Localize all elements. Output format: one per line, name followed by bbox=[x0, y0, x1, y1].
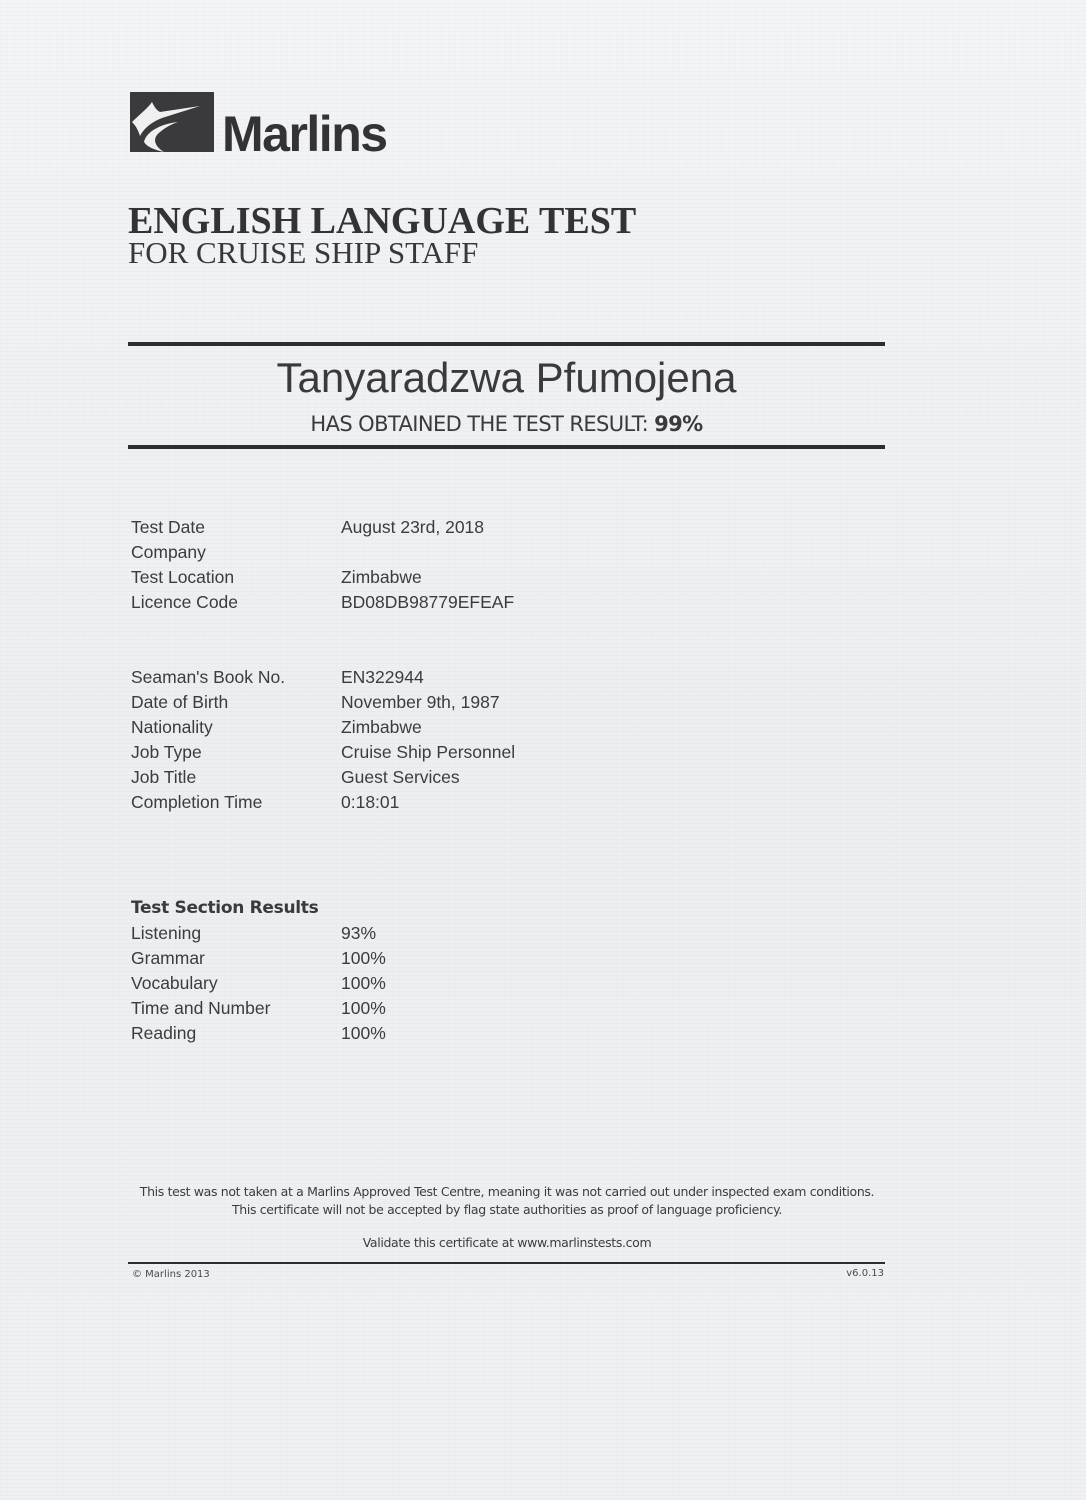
section-score: 100% bbox=[341, 948, 386, 968]
detail-value: November 9th, 1987 bbox=[341, 692, 500, 712]
detail-value: Cruise Ship Personnel bbox=[341, 742, 516, 762]
detail-label: Test Location bbox=[131, 567, 235, 587]
copyright: © Marlins 2013 bbox=[132, 1269, 210, 1280]
divider-top bbox=[128, 342, 885, 346]
section-results-heading: Test Section Results bbox=[131, 898, 319, 918]
section-label: Grammar bbox=[131, 948, 205, 968]
document-subtitle: FOR CRUISE SHIP STAFF bbox=[128, 235, 479, 270]
detail-label: Job Title bbox=[131, 767, 197, 787]
section-label: Time and Number bbox=[131, 998, 271, 1018]
version: v6.0.13 bbox=[846, 1268, 884, 1279]
section-label: Listening bbox=[131, 923, 202, 943]
validate-link: Validate this certificate at www.marlinstests.com bbox=[362, 1235, 652, 1250]
detail-label: Licence Code bbox=[131, 592, 239, 612]
detail-value: 0:18:01 bbox=[341, 792, 400, 812]
detail-value: Guest Services bbox=[341, 767, 460, 787]
result-label: HAS OBTAINED THE TEST RESULT: bbox=[310, 412, 649, 436]
detail-value: August 23rd, 2018 bbox=[341, 517, 485, 537]
section-score: 93% bbox=[341, 923, 377, 943]
detail-label: Nationality bbox=[131, 717, 213, 737]
detail-value: EN322944 bbox=[341, 667, 424, 687]
detail-value: Zimbabwe bbox=[341, 567, 422, 587]
section-score: 100% bbox=[341, 973, 386, 993]
document-title: ENGLISH LANGUAGE TEST bbox=[128, 200, 637, 242]
result-value: 99% bbox=[654, 412, 703, 436]
candidate-name: Tanyaradzwa Pfumojena bbox=[276, 354, 737, 401]
logo-wordmark: Marlins bbox=[222, 106, 387, 162]
divider-bottom bbox=[128, 445, 885, 449]
footer-divider bbox=[128, 1262, 885, 1264]
detail-label: Completion Time bbox=[131, 792, 263, 812]
section-label: Vocabulary bbox=[131, 973, 218, 993]
section-label: Reading bbox=[131, 1023, 197, 1043]
disclaimer-line-1: This test was not taken at a Marlins Approved Test Centre, meaning it was not carried out under inspected exam conditions. bbox=[139, 1184, 875, 1199]
detail-label: Test Date bbox=[131, 517, 205, 537]
detail-label: Seaman's Book No. bbox=[131, 667, 286, 687]
section-score: 100% bbox=[341, 998, 386, 1018]
marlin-fish-icon bbox=[130, 92, 214, 152]
overall-result bbox=[128, 410, 885, 438]
detail-value: Zimbabwe bbox=[341, 717, 422, 737]
detail-value: BD08DB98779EFEAF bbox=[341, 592, 515, 612]
section-score: 100% bbox=[341, 1023, 386, 1043]
detail-label: Job Type bbox=[131, 742, 202, 762]
detail-label: Company bbox=[131, 542, 206, 562]
detail-label: Date of Birth bbox=[131, 692, 229, 712]
disclaimer-line-2: This certificate will not be accepted by flag state authorities as proof of language proficiency. bbox=[232, 1202, 782, 1217]
